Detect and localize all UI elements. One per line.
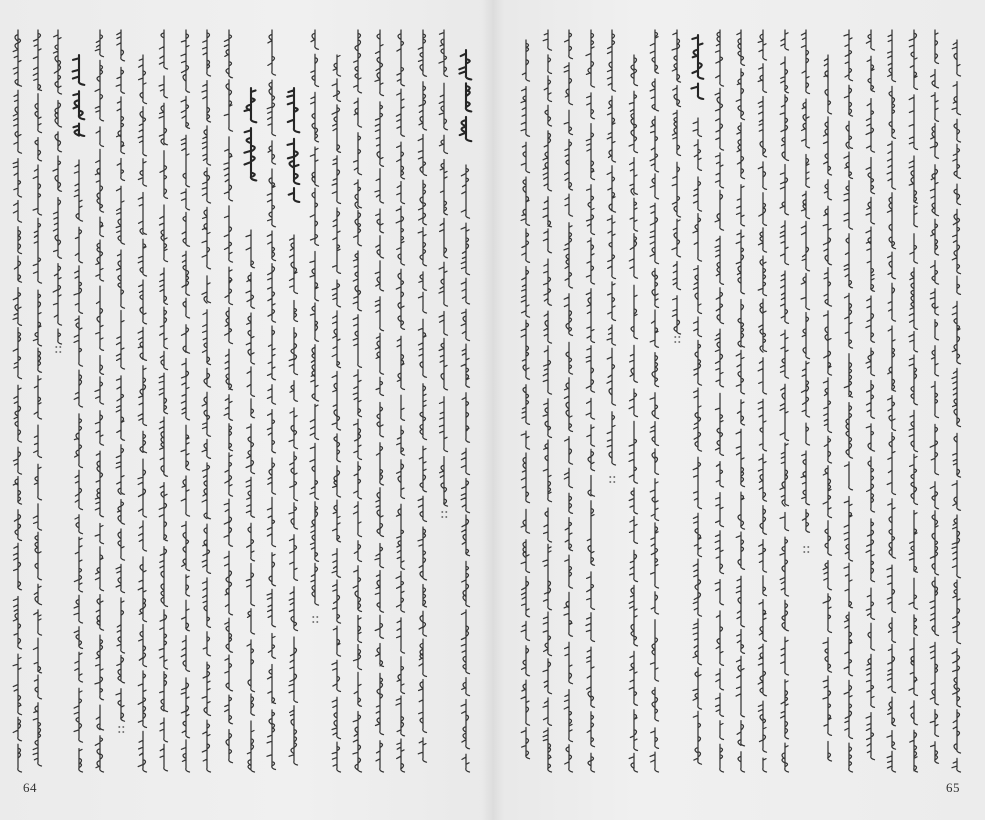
script-column xyxy=(181,30,190,772)
script-column xyxy=(418,30,427,762)
script-column xyxy=(866,30,875,760)
heading-script xyxy=(73,55,85,136)
script-column xyxy=(780,30,789,772)
heading-script xyxy=(287,88,299,202)
script-column xyxy=(95,30,104,772)
heading-script xyxy=(459,50,471,141)
script-column xyxy=(930,30,939,763)
script-column xyxy=(801,30,809,552)
script-column xyxy=(715,30,723,772)
script-column xyxy=(310,30,319,622)
heading-script xyxy=(244,88,256,181)
script-column xyxy=(53,30,62,352)
script-column xyxy=(202,30,211,772)
script-column xyxy=(521,40,529,759)
heading-script xyxy=(691,35,703,99)
script-column xyxy=(650,30,658,772)
script-column xyxy=(246,230,255,772)
script-column xyxy=(332,55,341,772)
script-column xyxy=(909,30,918,772)
script-column xyxy=(758,30,766,772)
script-column xyxy=(823,55,832,761)
script-column xyxy=(375,30,384,772)
script-column xyxy=(289,235,298,765)
script-column xyxy=(952,40,961,772)
script-column xyxy=(439,30,448,517)
script-column xyxy=(543,30,552,772)
script-column xyxy=(224,30,233,763)
script-column xyxy=(159,30,167,771)
script-column xyxy=(396,30,405,772)
script-column xyxy=(693,118,702,764)
script-column xyxy=(844,30,853,772)
script-column xyxy=(736,30,744,772)
script-column xyxy=(138,55,147,772)
script-column xyxy=(629,55,638,772)
script-column xyxy=(461,165,469,772)
script-column xyxy=(672,30,681,342)
script-column xyxy=(267,30,276,770)
script-column xyxy=(353,30,362,772)
script-column xyxy=(33,30,41,766)
script-column xyxy=(887,30,896,772)
script-column xyxy=(586,30,595,772)
script-column xyxy=(13,30,21,772)
script-column xyxy=(607,30,616,482)
page-number-right: 65 xyxy=(946,780,960,795)
script-column xyxy=(74,160,83,772)
page-number-left: 64 xyxy=(23,780,37,795)
script-column xyxy=(564,30,573,772)
script-column xyxy=(116,30,125,732)
